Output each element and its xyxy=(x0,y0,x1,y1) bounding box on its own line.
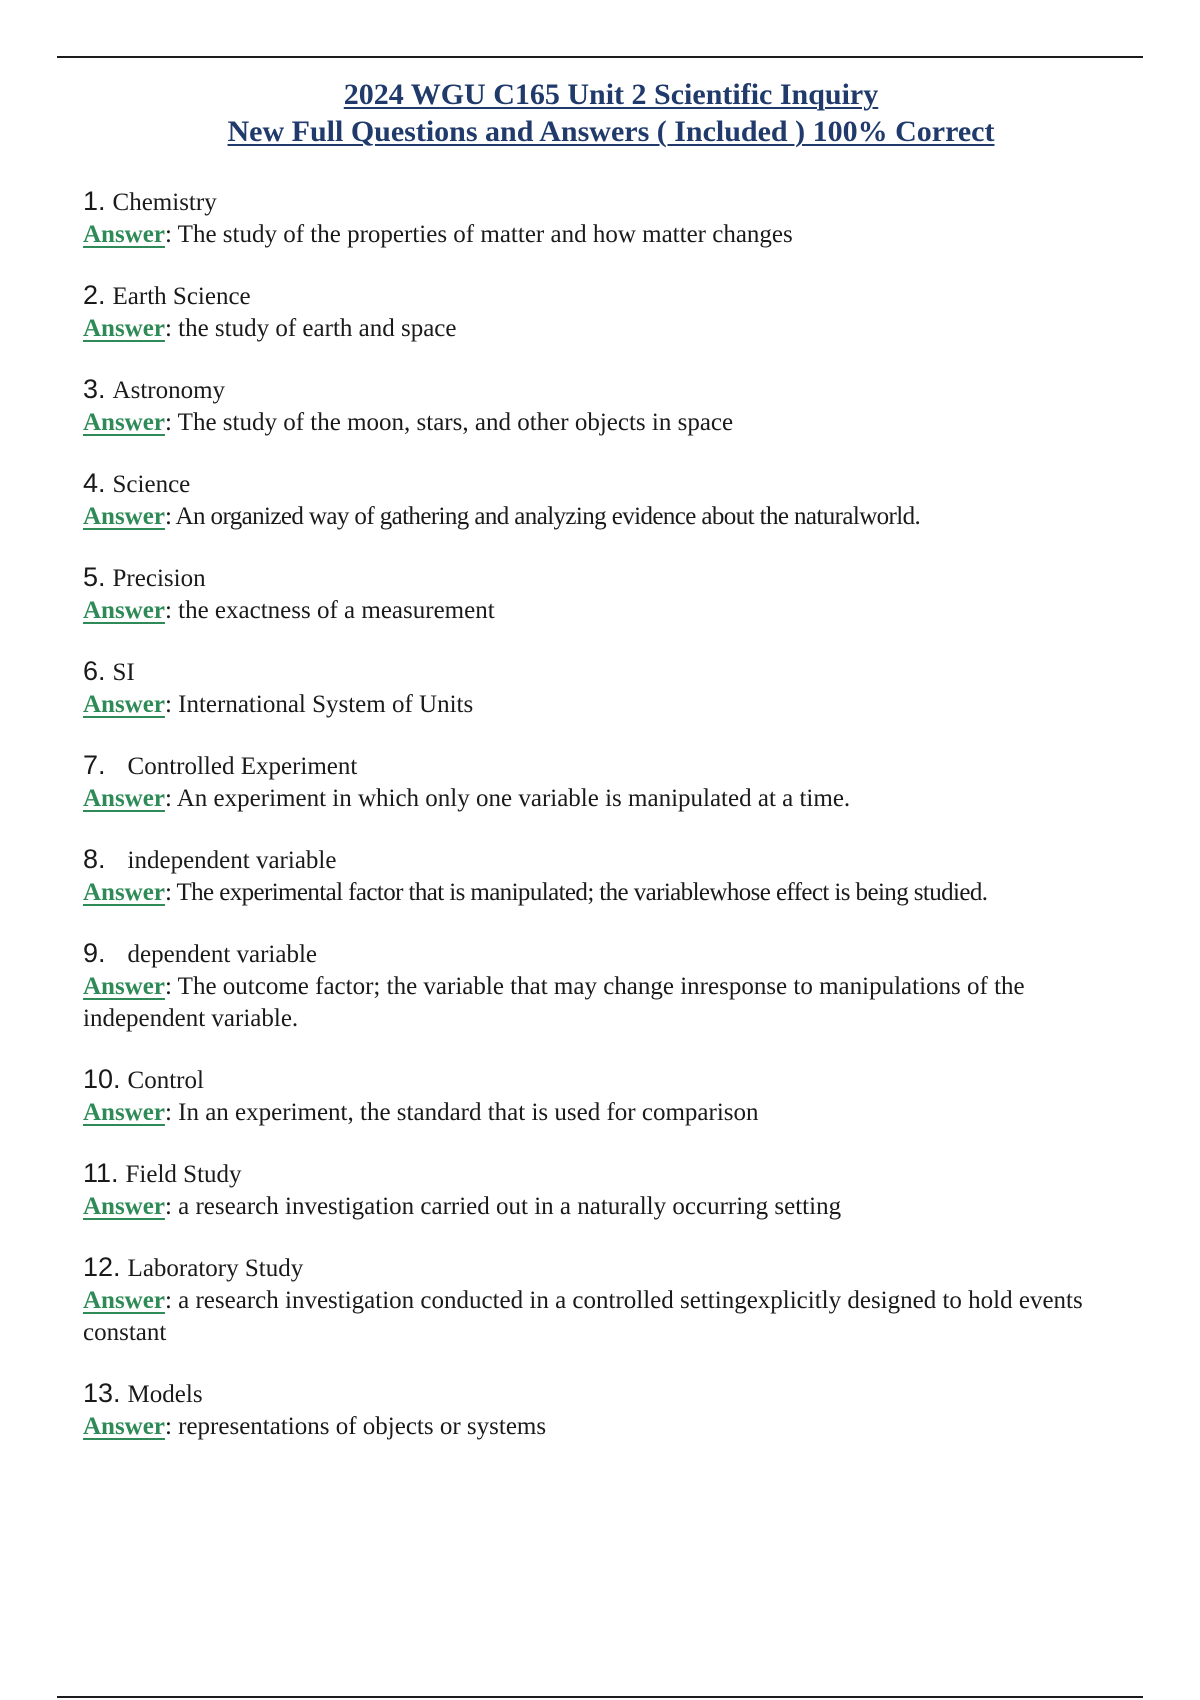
title-line-2: New Full Questions and Answers ( Included ) 100% Correct xyxy=(227,115,995,148)
answer-text: : An organized way of gathering and analyzing evidence about the naturalworld. xyxy=(164,503,921,530)
bottom-rule xyxy=(57,1696,1143,1698)
question-term: independent variable xyxy=(127,847,337,874)
qa-item xyxy=(83,843,1153,909)
answer-label: Answer xyxy=(83,597,165,624)
question xyxy=(83,279,1153,313)
question-term: Chemistry xyxy=(112,189,217,216)
answer-text: : In an experiment, the standard that is used for comparison xyxy=(164,1099,759,1126)
question-term: dependent variable xyxy=(127,941,318,968)
qa-item xyxy=(83,467,1153,533)
question xyxy=(83,467,1153,501)
question-number: 1. xyxy=(83,186,106,216)
question-number: 10. xyxy=(83,1064,121,1094)
qa-item xyxy=(83,185,1153,251)
qa-item xyxy=(83,749,1153,815)
document-title xyxy=(0,76,1200,150)
answer-label: Answer xyxy=(83,879,165,906)
answer-label: Answer xyxy=(83,1193,165,1220)
qa-item xyxy=(83,561,1153,627)
answer xyxy=(83,1191,1153,1223)
question-number: 2. xyxy=(83,280,106,310)
qa-item xyxy=(83,373,1153,439)
question-term: Precision xyxy=(112,565,206,592)
qa-item xyxy=(83,1063,1153,1129)
answer-text: : the study of earth and space xyxy=(164,315,457,342)
question xyxy=(83,185,1153,219)
answer-label: Answer xyxy=(83,1099,165,1126)
question xyxy=(83,1251,1153,1285)
question xyxy=(83,1063,1153,1097)
answer xyxy=(83,1097,1153,1129)
question-number: 8. xyxy=(83,844,106,874)
question-number: 3. xyxy=(83,374,106,404)
qa-item xyxy=(83,937,1153,1035)
question-number: 9. xyxy=(83,938,106,968)
qa-item xyxy=(83,1157,1153,1223)
question-number: 5. xyxy=(83,562,106,592)
answer xyxy=(83,689,1153,721)
question-list xyxy=(83,185,1153,1471)
answer-text: : An experiment in which only one variable is manipulated at a time. xyxy=(164,785,851,812)
answer-label: Answer xyxy=(83,221,165,248)
question-term: Models xyxy=(127,1381,203,1408)
answer xyxy=(83,313,1153,345)
answer-text: : a research investigation conducted in a controlled settingexplicitly designed to hold events constant xyxy=(83,1287,1083,1346)
question-term: Astronomy xyxy=(112,377,226,404)
answer xyxy=(83,877,1153,909)
answer-label: Answer xyxy=(83,315,165,342)
answer xyxy=(83,407,1153,439)
answer xyxy=(83,1411,1153,1443)
answer-text: : The study of the properties of matter and how matter changes xyxy=(164,221,793,248)
question xyxy=(83,373,1153,407)
question xyxy=(83,749,1153,783)
answer xyxy=(83,783,1153,815)
qa-item xyxy=(83,279,1153,345)
question-number: 4. xyxy=(83,468,106,498)
qa-item xyxy=(83,1251,1153,1349)
answer-label: Answer xyxy=(83,785,165,812)
question-number: 12. xyxy=(83,1252,121,1282)
answer-text: : The experimental factor that is manipulated; the variablewhose effect is being studied. xyxy=(164,879,988,906)
question-number: 11. xyxy=(83,1158,119,1188)
qa-item xyxy=(83,1377,1153,1443)
answer-label: Answer xyxy=(83,1287,165,1314)
answer-label: Answer xyxy=(83,973,165,1000)
answer-label: Answer xyxy=(83,691,165,718)
question xyxy=(83,937,1153,971)
question-number: 7. xyxy=(83,750,106,780)
answer-text: : The study of the moon, stars, and other objects in space xyxy=(164,409,734,436)
answer xyxy=(83,1285,1153,1349)
question xyxy=(83,843,1153,877)
answer xyxy=(83,219,1153,251)
answer-text: : a research investigation carried out in a naturally occurring setting xyxy=(164,1193,842,1220)
question-term: SI xyxy=(112,659,135,686)
question xyxy=(83,1157,1153,1191)
question xyxy=(83,1377,1153,1411)
question xyxy=(83,655,1153,689)
title-line-1: 2024 WGU C165 Unit 2 Scientific Inquiry xyxy=(343,78,879,111)
question-term: Laboratory Study xyxy=(127,1255,304,1282)
question xyxy=(83,561,1153,595)
top-rule xyxy=(57,56,1143,58)
answer xyxy=(83,501,1153,533)
question-number: 6. xyxy=(83,656,106,686)
answer xyxy=(83,595,1153,627)
answer-text: : representations of objects or systems xyxy=(164,1413,547,1440)
qa-item xyxy=(83,655,1153,721)
answer-label: Answer xyxy=(83,1413,165,1440)
answer-label: Answer xyxy=(83,503,165,530)
question-term: Field Study xyxy=(125,1161,242,1188)
answer-label: Answer xyxy=(83,409,165,436)
question-term: Controlled Experiment xyxy=(127,753,358,780)
question-term: Earth Science xyxy=(112,283,251,310)
answer-text: : International System of Units xyxy=(164,691,474,718)
question-term: Control xyxy=(127,1067,204,1094)
answer-text: : The outcome factor; the variable that may change inresponse to manipulations of the independent variable. xyxy=(83,973,1025,1032)
question-term: Science xyxy=(112,471,191,498)
question-number: 13. xyxy=(83,1378,121,1408)
answer xyxy=(83,971,1153,1035)
answer-text: : the exactness of a measurement xyxy=(164,597,495,624)
